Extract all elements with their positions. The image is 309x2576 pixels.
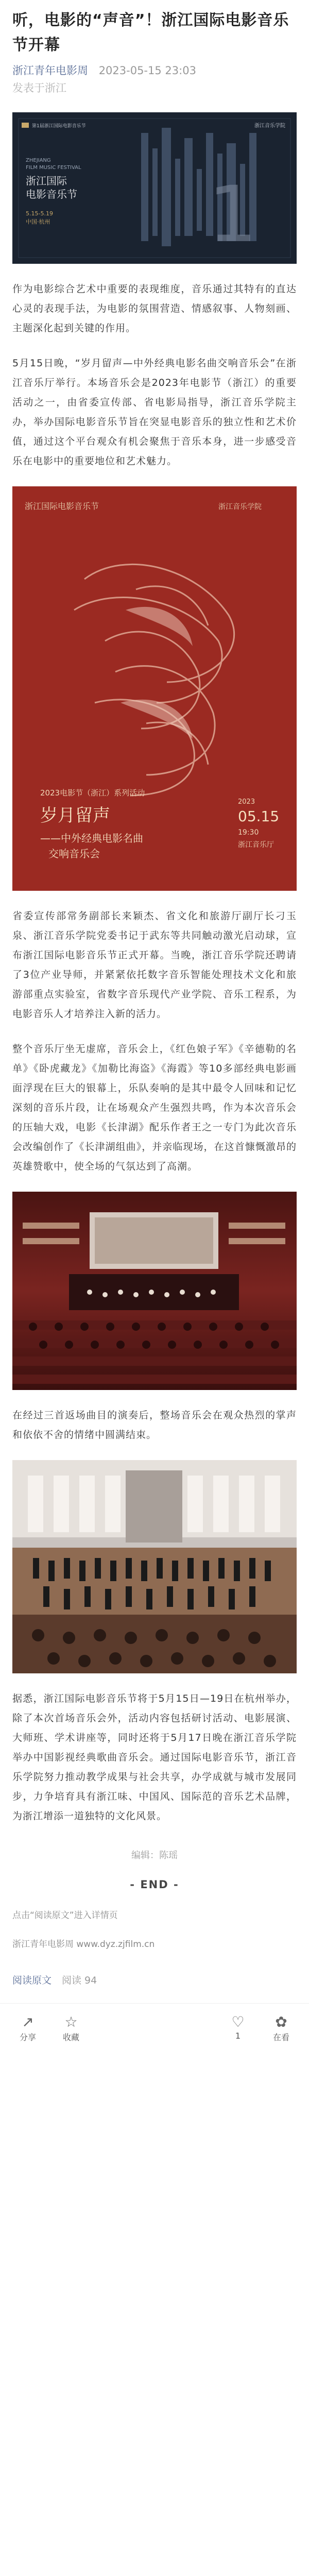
poster2-main-title: 岁月留声: [40, 805, 110, 826]
favorite-label: 收藏: [62, 2032, 79, 2042]
read-more-hint: 点击“阅读原文”进入详情页: [12, 1910, 118, 1921]
favorite-button[interactable]: [56, 2013, 87, 2043]
poster2-series: 2023电影节（浙江）系列活动: [40, 788, 145, 798]
star-icon: ☆: [64, 2013, 78, 2030]
poster1-city: 中国·杭州: [26, 218, 50, 225]
read-original-link[interactable]: 阅读原文: [12, 1974, 52, 1986]
poster2-brand: 浙江国际电影音乐节: [25, 501, 99, 511]
publish-datetime: 2023-05-15 23:03: [98, 64, 196, 77]
paragraph-3: 省委宣传部常务副部长来颖杰、省文化和旅游厅副厅长刁玉泉、浙江音乐学院党委书记于武东等共同触动激光启动球，宣布浙江国际电影音乐节正式开幕。当晚，浙江音乐学院还聘请了3位产业导师，并紧紧依托数字音乐智能处理技术文化和旅游部重点实验室，省数字音乐现代产业学院、音乐工程系，为电影音乐人才培养注入新的活力。: [12, 910, 297, 1020]
article-title: 听，电影的“声音”！浙江国际电影音乐节开幕: [12, 11, 289, 54]
share-label: 分享: [19, 2032, 36, 2042]
paragraph-6: 据悉，浙江国际电影音乐节将于5月15日—19日在杭州举办，除了本次首场音乐会外，活动内容包括研讨活动、电影展演、大师班、学术讲座等，同时还将于5月17日晚在浙江音乐学院举办中国影视经典歌曲音乐会。通过国际电影音乐节，浙江音乐学院努力推动教学成果与社会共享，办学成就与城市发展同步，力争培育具有浙江味、中国风、国际范的音乐艺术品牌，为浙江增添一道独特的文化风景。: [12, 1693, 297, 1822]
paragraph-5: 在经过三首返场曲目的演奏后，整场音乐会在观众热烈的掌声和依依不舍的情绪中圆满结束。: [12, 1410, 297, 1440]
poster2-venue: 浙江音乐厅: [238, 841, 274, 849]
read-count: 阅读 94: [62, 1974, 97, 1986]
poster2-year: 2023: [238, 798, 255, 806]
thumb-up-icon: ♡: [231, 2013, 245, 2030]
share-button[interactable]: [12, 2013, 43, 2043]
poster1-school: 浙江音乐学院: [254, 123, 285, 129]
poster1-big-number: 1: [208, 170, 258, 260]
editor-credit: 编辑：陈瑶: [131, 1850, 178, 1861]
concert-hall-photo[interactable]: [12, 1192, 297, 1390]
paragraph-4: 整个音乐厅坐无虚席，音乐会上，《红色娘子军》《辛德勒的名单》《卧虎藏龙》《加勒比海盗》《海霞》等10多部经典电影画面浮现在巨大的银幕上，乐队奏响的是其中最令人回味和记忆深刻的音乐片段，让在场观众产生强烈共鸣，作为本次音乐会的压轴大戏，电影《长津湖》配乐作者王之一专门为此次音乐会改编创作了《长津湖组曲》，并亲临现场，在这首慷慨激昂的英雄赞歌中，使全场的气氛达到了高潮。: [12, 1043, 297, 1172]
site-line: 浙江青年电影周 www.dyz.zjfilm.cn: [12, 1939, 155, 1950]
paragraph-1: 作为电影综合艺术中重要的表现维度，音乐通过其特有的直达心灵的表现手法，为电影的氛围营造、情感叙事、人物刻画、主题深化起到关键的作用。: [12, 283, 297, 334]
poster2-sub-title-1: ——中外经典电影名曲: [40, 832, 143, 844]
festival-poster-image[interactable]: [12, 112, 297, 264]
concert-poster-graphic: [12, 486, 297, 891]
account-name-link[interactable]: 浙江青年电影周: [12, 64, 88, 77]
poster2-time: 19:30: [238, 828, 259, 837]
wow-label: 在看: [272, 2032, 289, 2042]
bottom-right-actions: [222, 2013, 297, 2043]
article-meta: [12, 63, 297, 78]
poster2-school: 浙江音乐学院: [218, 503, 262, 511]
poster1-en-title-2: FILM MUSIC FESTIVAL: [26, 165, 81, 171]
read-original-row: [0, 1969, 309, 1990]
poster2-date: 05.15: [238, 808, 280, 825]
orchestra-stage-graphic: [12, 1460, 297, 1673]
paragraph-2: 5月15日晚，“岁月留声—中外经典电影名曲交响音乐会”在浙江音乐厅举行。本场音乐会是2023年电影节（浙江）的重要活动之一，由省委宣传部、省电影局指导，浙江音乐学院主办，举办国际电影音乐节旨在突显电影音乐的独立性和艺术价值，通过这个平台观众有机会聚焦于音乐本身，进一步感受音乐在电影中的重要地位和艺术魅力。: [12, 358, 297, 467]
poster1-en-title-1: ZHEJIANG: [26, 158, 51, 163]
share-icon: ↗: [22, 2013, 34, 2030]
festival-poster-graphic: [12, 112, 297, 264]
bottom-left-actions: [12, 2013, 87, 2043]
orchestra-stage-photo[interactable]: [12, 1460, 297, 1673]
bottom-action-bar: [0, 2003, 309, 2053]
flower-icon: ✿: [275, 2013, 287, 2030]
poster1-cn-title-2: 电影音乐节: [26, 188, 77, 200]
poster2-sub-title-2: 交响音乐会: [48, 848, 100, 860]
wow-button[interactable]: [266, 2013, 297, 2043]
like-button[interactable]: [222, 2013, 253, 2043]
concert-hall-graphic: [12, 1192, 297, 1390]
concert-poster-image[interactable]: [12, 486, 297, 891]
poster1-brand: 第1届浙江国际电影音乐节: [32, 124, 86, 129]
end-mark: - END -: [130, 1878, 179, 1891]
publish-location: 发表于浙江: [12, 82, 66, 94]
poster1-dates: 5.15-5.19: [26, 210, 53, 217]
poster1-cn-title-1: 浙江国际: [26, 175, 67, 187]
like-count: 1: [235, 2031, 241, 2041]
